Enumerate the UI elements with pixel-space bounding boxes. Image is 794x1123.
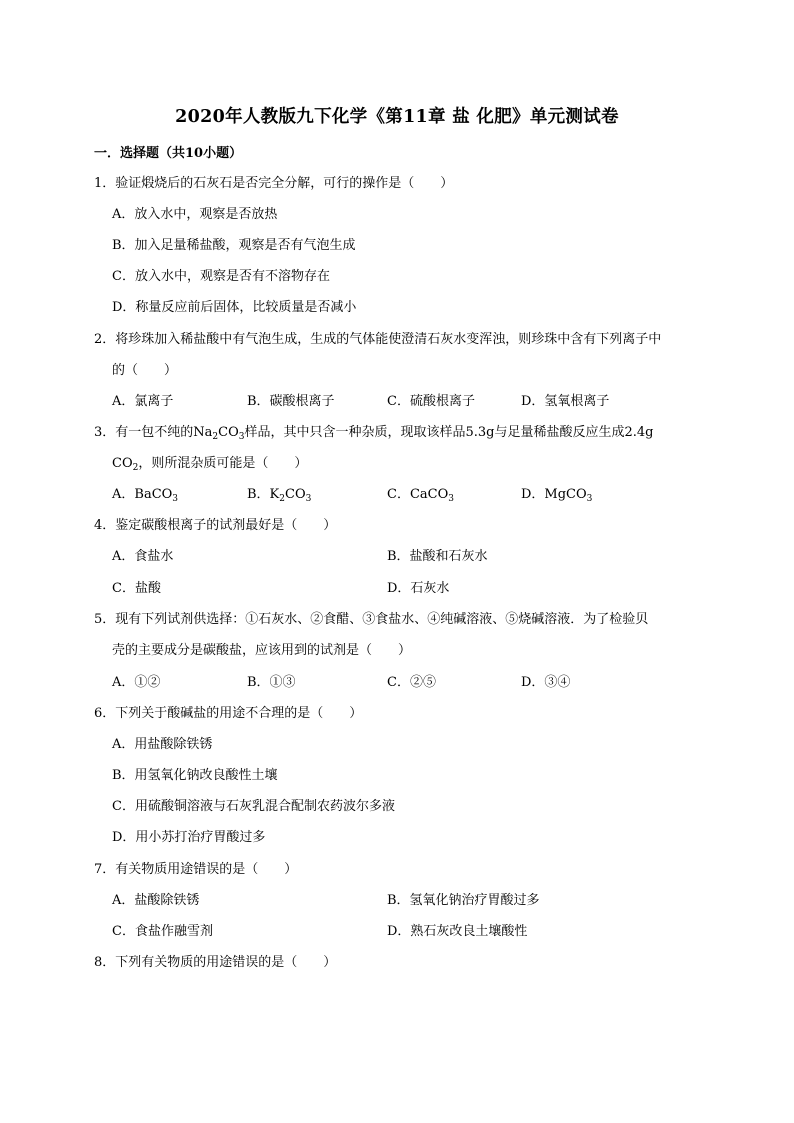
question-7-option-b: B．氢氧化钠治疗胃酸过多	[387, 893, 540, 908]
question-4-option-a: A．食盐水	[112, 549, 174, 564]
question-7-option-d: D．熟石灰改良土壤酸性	[387, 924, 528, 939]
question-6-stem: 6．下列关于酸碱盐的用途不合理的是（ ）	[94, 706, 363, 721]
question-4-stem: 4．鉴定碳酸根离子的试剂最好是（ ）	[94, 518, 337, 533]
question-1-option-b: B．加入足量稀盐酸，观察是否有气泡生成	[112, 238, 356, 253]
question-8-stem: 8．下列有关物质的用途错误的是（ ）	[94, 955, 337, 970]
question-5-option-c: C．②⑤	[387, 675, 436, 690]
question-6-option-d: D．用小苏打治疗胃酸过多	[112, 830, 266, 845]
question-3-stem-line-1: 3．有一包不纯的$Na_2CO_3$样品，其中只含一种杂质，现取该样品5.3g与足量稀盐酸反应生成2.4g	[94, 425, 654, 442]
question-7-stem: 7．有关物质用途错误的是（ ）	[94, 862, 298, 877]
question-6-option-c: C．用硫酸铜溶液与石灰乳混合配制农药波尔多液	[112, 799, 395, 814]
question-3-option-d: D．MgCO$_3$	[521, 487, 593, 504]
question-4-option-b: B．盐酸和石灰水	[387, 549, 488, 564]
question-3-option-a: A．BaCO$_3$	[112, 487, 179, 504]
question-6-option-a: A．用盐酸除铁锈	[112, 737, 213, 752]
question-5-option-a: A．①②	[112, 675, 161, 690]
question-2-option-b: B．碳酸根离子	[247, 394, 335, 409]
question-1-option-d: D．称量反应前后固体，比较质量是否减小	[112, 300, 357, 315]
question-2-option-a: A．氯离子	[112, 394, 174, 409]
question-2-option-c: C．硫酸根离子	[387, 394, 475, 409]
page-title: 2020年人教版九下化学《第11章 盐 化肥》单元测试卷	[175, 107, 619, 127]
question-3-option-b: B．$K_2CO_3$	[247, 487, 312, 504]
question-4-option-c: C．盐酸	[112, 581, 161, 596]
question-3-stem-line-2: $CO_2$，则所混杂质可能是（ ）	[112, 456, 308, 473]
question-1-stem: 1．验证煅烧后的石灰石是否完全分解，可行的操作是（ ）	[94, 176, 454, 191]
question-5-stem-line-1: 5．现有下列试剂供选择：①石灰水、②食醋、③食盐水、④纯碱溶液、⑤烧碱溶液．为了检验贝	[94, 612, 649, 627]
question-7-option-c: C．食盐作融雪剂	[112, 924, 213, 939]
question-2-option-d: D．氢氧根离子	[521, 394, 610, 409]
question-7-option-a: A．盐酸除铁锈	[112, 893, 200, 908]
question-5-option-d: D．③④	[521, 675, 571, 690]
question-1-option-a: A．放入水中，观察是否放热	[112, 207, 278, 222]
section-heading: 一．选择题（共10小题）	[94, 146, 243, 161]
question-2-stem-line-2: 的（ ）	[112, 363, 178, 378]
question-5-option-b: B．①③	[247, 675, 296, 690]
question-6-option-b: B．用氢氧化钠改良酸性土壤	[112, 768, 278, 783]
question-1-option-c: C．放入水中，观察是否有不溶物存在	[112, 269, 330, 284]
question-2-stem-line-1: 2．将珍珠加入稀盐酸中有气泡生成，生成的气体能使澄清石灰水变浑浊，则珍珠中含有下列离子中	[94, 332, 662, 347]
question-5-stem-line-2: 壳的主要成分是碳酸盐，应该用到的试剂是（ ）	[112, 643, 412, 658]
question-4-option-d: D．石灰水	[387, 581, 450, 596]
question-3-option-c: C．CaCO$_3$	[387, 487, 454, 504]
